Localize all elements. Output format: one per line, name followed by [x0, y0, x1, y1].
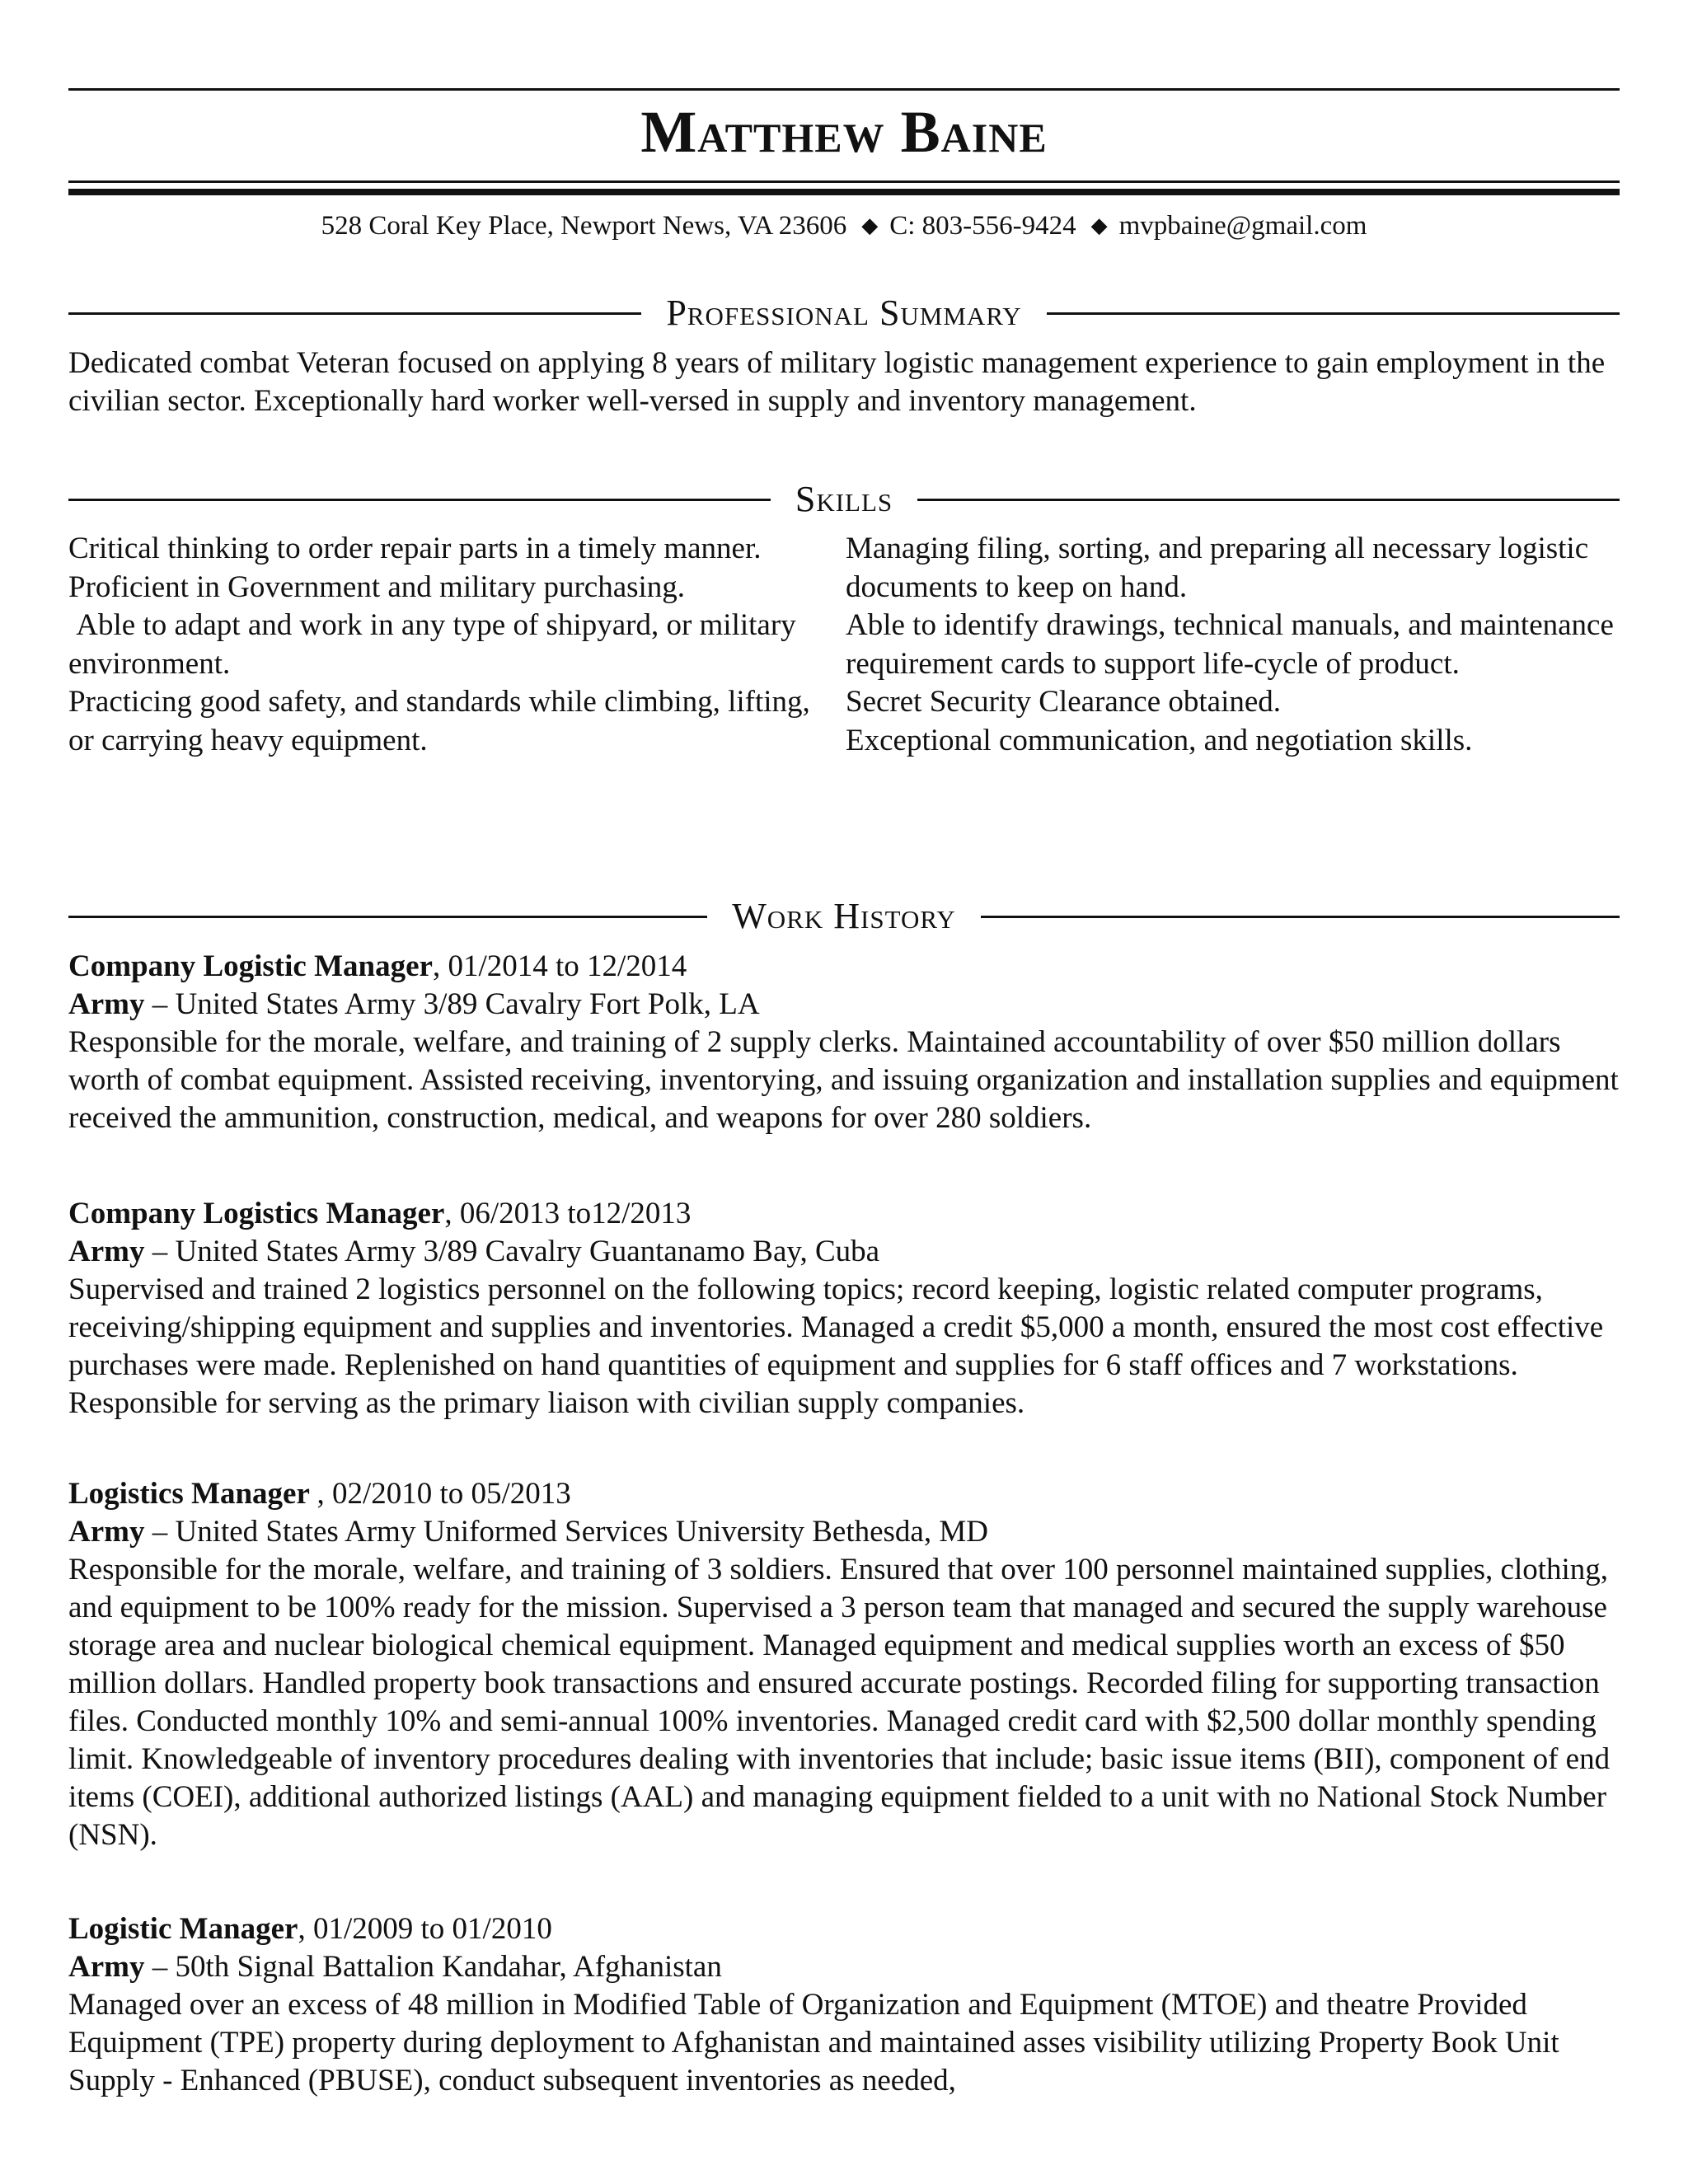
skill-item: Secret Security Clearance obtained. — [846, 685, 1282, 719]
diamond-separator-icon: ◆ — [1090, 213, 1108, 237]
job-description: Responsible for the morale, welfare, and training of 3 soldiers. Ensured that over 100 personnel maintained supplies, clothing, and equipment to be 100% ready for the mission. Supervised a 3 person team that managed and secured the supply warehouse storage area and nuclear biological chemical equipment. Managed equipment and medical supplies worth an excess of $50 million dollars. Handled property book transactions and ensured accurate postings. Recorded filing for supporting transaction files. Conducted monthly 10% and semi-annual 100% inventories. Managed credit card with $2,500 dollar monthly spending limit. Knowledgeable of inventory procedures dealing with inventories that include; basic issue items (BII), component of end items (COEI), additional authorized listings (AAL) and managing equipment fielded to a unit with no National Stock Number (NSN). — [68, 1553, 1611, 1852]
contact-phone: C: 803-556-9424 — [889, 211, 1076, 241]
job-position: Company Logistic Manager — [68, 949, 433, 983]
job-dates: , 01/2009 to 01/2010 — [298, 1912, 552, 1946]
skill-item: Able to identify drawings, technical manuals, and maintenance requirement cards to support life-cycle of product. — [846, 608, 1614, 681]
job-org: Army — [68, 1515, 145, 1549]
job-description: Supervised and trained 2 logistics personnel on the following topics; record keeping, logistic related computer programs, receiving/shipping equipment and supplies and inventories. Managed a credit $5,000 a month, ensured the most cost effective purchases were made. Replenished on hand quantities of equipment and supplies for 6 staff offices and 7 workstations. Responsible for serving as the primary liaison with civilian supply companies. — [68, 1272, 1604, 1420]
section-heading-work-history — [68, 895, 1620, 938]
section-title: Professional Summary — [666, 293, 1022, 333]
job-employer-line — [68, 1513, 1620, 1551]
section-rule — [981, 916, 1620, 918]
section-heading-skills — [68, 478, 1620, 521]
section-rule — [917, 499, 1620, 501]
skill-item: Proficient in Government and military purchasing. — [68, 569, 686, 604]
job-title-line — [68, 948, 1620, 986]
summary-text: Dedicated combat Veteran focused on applying 8 years of military logistic management experience to gain employment in the civilian sector. Exceptionally hard worker well-versed in supply and inventory management. — [68, 346, 1606, 418]
section-rule — [68, 916, 707, 918]
skill-item: Managing filing, sorting, and preparing all necessary logistic documents to keep on hand. — [846, 532, 1589, 604]
job-dates: , 01/2014 to 12/2014 — [432, 949, 687, 983]
job-org: Army — [68, 1950, 145, 1984]
skill-item: Practicing good safety, and standards while climbing, lifting, or carrying heavy equipment. — [68, 685, 810, 757]
job-entry — [68, 1910, 1620, 2100]
job-description: Managed over an excess of 48 million in Modified Table of Organization and Equipment (MTOE) and theatre Provided Equipment (TPE) property during deployment to Afghanistan and maintained asses visibility utilizing Property Book Unit Supply - Enhanced (PBUSE), conduct subsequent inventories as needed, — [68, 1988, 1559, 2097]
contact-email: mvpbaine@gmail.com — [1118, 211, 1367, 241]
job-dates: , 02/2010 to 05/2013 — [316, 1477, 571, 1511]
job-position: Company Logistics Manager — [68, 1197, 445, 1230]
header-thin-rule — [68, 180, 1620, 183]
skills-column-right — [846, 530, 1620, 760]
job-title-line — [68, 1910, 1620, 1948]
section-rule — [68, 312, 641, 315]
section-title: Skills — [795, 479, 893, 519]
job-org: Army — [68, 987, 145, 1021]
job-description: Responsible for the morale, welfare, and training of 2 supply clerks. Maintained accountability of over $50 million dollars worth of combat equipment. Assisted receiving, inventorying, and issuing organization and installation supplies and equipment received the ammunition, construction, medical, and weapons for over 280 soldiers. — [68, 1025, 1619, 1135]
section-title: Work History — [732, 896, 956, 936]
header-top-rule — [68, 88, 1620, 91]
diamond-separator-icon: ◆ — [861, 213, 879, 237]
skill-item: Able to adapt and work in any type of shipyard, or military environment. — [68, 608, 804, 681]
header-thick-rule — [68, 189, 1620, 195]
contact-address: 528 Coral Key Place, Newport News, VA 23606 — [321, 211, 847, 241]
skill-item: Critical thinking to order repair parts in a timely manner. — [68, 532, 762, 565]
job-position: Logistics Manager — [68, 1477, 317, 1511]
section-heading-summary — [68, 292, 1620, 335]
job-location: – United States Army 3/89 Cavalry Fort Polk, LA — [144, 987, 760, 1021]
job-title-line — [68, 1195, 1620, 1233]
job-location: – United States Army 3/89 Cavalry Guantanamo Bay, Cuba — [144, 1235, 880, 1268]
job-dates: , 06/2013 to12/2013 — [444, 1197, 692, 1230]
job-employer-line — [68, 1948, 1620, 1986]
job-employer-line — [68, 1233, 1620, 1271]
job-entry — [68, 1475, 1620, 1854]
skill-item: Exceptional communication, and negotiation skills. — [846, 723, 1473, 757]
candidate-name: Matthew Baine — [640, 99, 1048, 165]
job-entry — [68, 948, 1620, 1137]
job-entry — [68, 1195, 1620, 1422]
job-location: – 50th Signal Battalion Kandahar, Afghanistan — [144, 1950, 722, 1984]
job-org: Army — [68, 1235, 145, 1268]
job-location: – United States Army Uniformed Services University Bethesda, MD — [144, 1515, 988, 1549]
job-title-line — [68, 1475, 1620, 1513]
skills-column-left — [68, 530, 835, 760]
job-position: Logistic Manager — [68, 1912, 298, 1946]
section-rule — [1047, 312, 1620, 315]
job-employer-line — [68, 986, 1620, 1024]
contact-line — [68, 208, 1620, 246]
section-rule — [68, 499, 771, 501]
